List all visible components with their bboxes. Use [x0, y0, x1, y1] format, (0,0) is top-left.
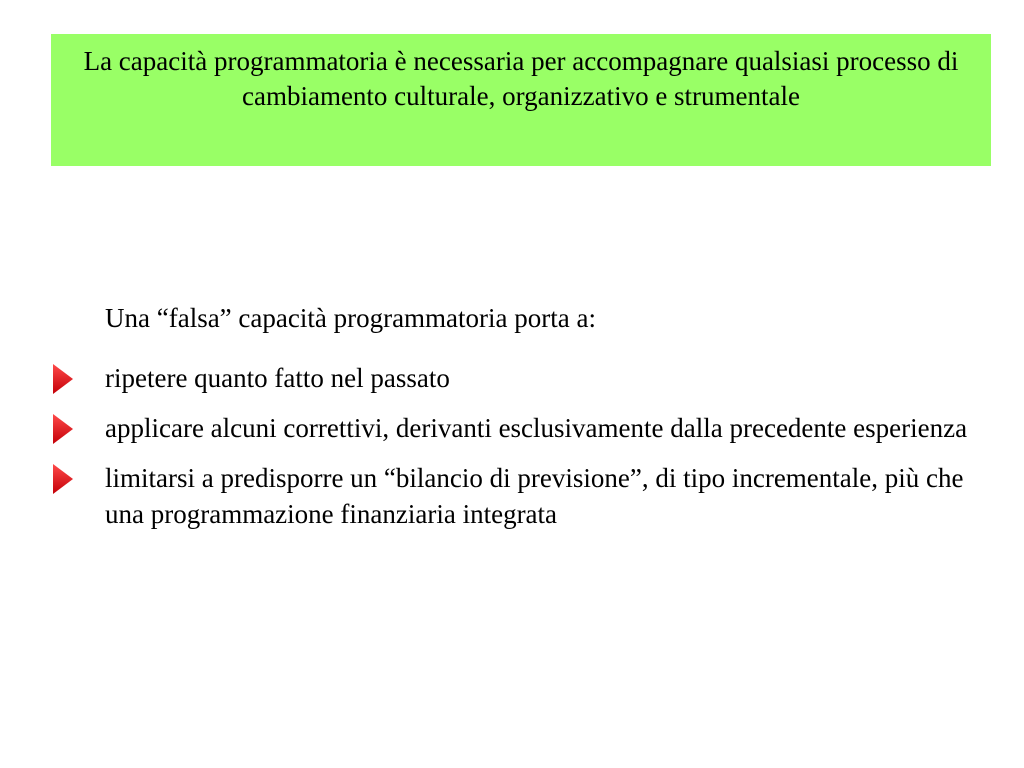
bullet-list [0, 360, 1024, 546]
red-arrow-icon [52, 363, 74, 395]
list-item [0, 460, 1024, 532]
red-arrow-icon [52, 463, 74, 495]
list-item [0, 410, 1024, 446]
bullet-text: ripetere quanto fatto nel passato [105, 363, 450, 393]
red-arrow-icon [52, 413, 74, 445]
title-banner [51, 34, 991, 166]
slide-title: La capacità programmatoria è necessaria per accompagnare qualsiasi processo di cambiamento culturale, organizzativo e strumentale [83, 46, 959, 111]
bullet-text: limitarsi a predisporre un “bilancio di previsione”, di tipo incrementale, più che una programmazione finanziaria integrata [105, 463, 964, 529]
list-item [0, 360, 1024, 396]
bullet-text: applicare alcuni correttivi, derivanti esclusivamente dalla precedente esperienza [105, 413, 968, 443]
intro-text: Una “falsa” capacità programmatoria porta a: [105, 303, 596, 333]
